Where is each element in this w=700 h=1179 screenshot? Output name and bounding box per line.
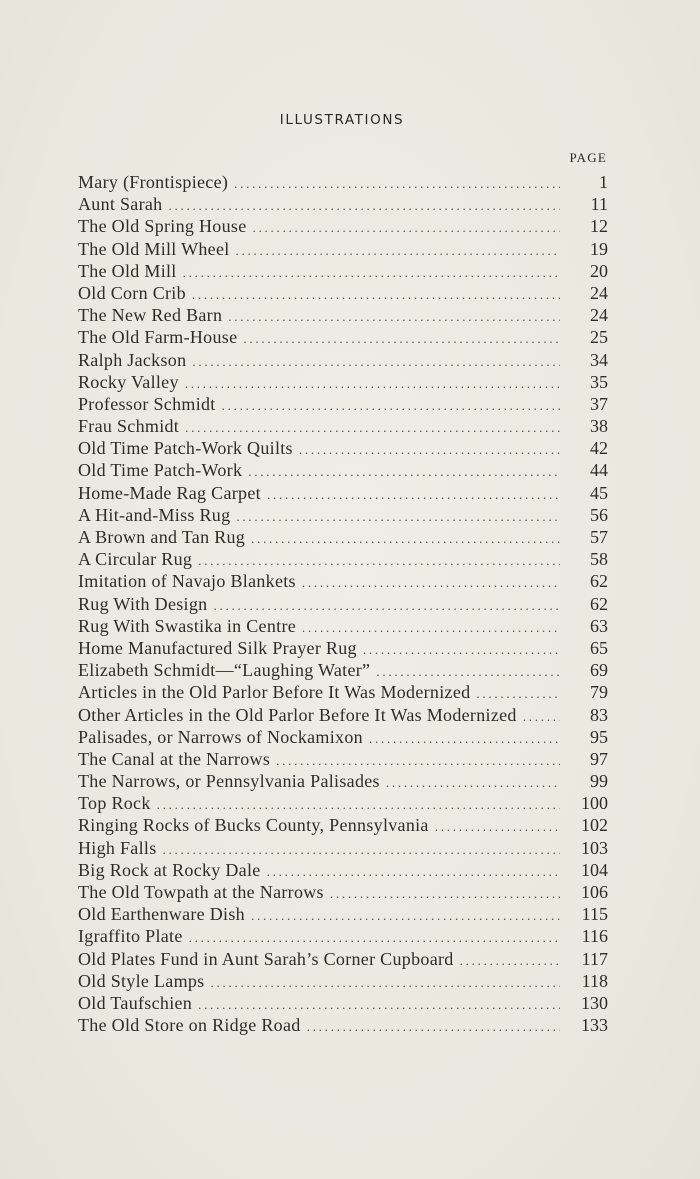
page-column-label: PAGE <box>569 150 607 165</box>
entry-title: Other Articles in the Old Parlor Before It Was Modernized <box>78 704 517 725</box>
illustration-entry <box>78 659 608 681</box>
entry-page-number: 62 <box>590 571 608 592</box>
dot-leader <box>192 284 560 304</box>
entry-page-number: 35 <box>590 371 608 392</box>
entry-title: Rug With Design <box>78 593 208 614</box>
entry-page-number: 102 <box>581 815 608 836</box>
illustration-entry <box>78 193 608 215</box>
entry-page-number: 65 <box>590 637 608 658</box>
entry-title: Old Plates Fund in Aunt Sarah’s Corner Cupboard <box>78 948 454 969</box>
dot-leader <box>476 683 560 703</box>
entry-page-number: 69 <box>590 660 608 681</box>
dot-leader <box>163 839 560 859</box>
dot-leader <box>248 461 560 481</box>
page-heading: ILLUSTRATIONS <box>279 112 405 128</box>
dot-leader <box>185 417 560 437</box>
illustration-entry <box>78 726 608 748</box>
dot-leader <box>236 506 560 526</box>
entry-page-number: 24 <box>590 305 608 326</box>
entry-title: Home-Made Rag Carpet <box>78 482 261 503</box>
dot-leader <box>302 572 560 592</box>
illustration-entry <box>78 881 608 903</box>
entry-page-number: 42 <box>590 438 608 459</box>
entry-title: A Brown and Tan Rug <box>78 527 246 547</box>
entry-title: Palisades, or Narrows of Nockamixon <box>78 726 363 747</box>
entry-title: Igraffito Plate <box>78 926 183 947</box>
illustration-entry <box>78 814 608 836</box>
illustration-entry <box>78 548 608 570</box>
entry-title: Professor Schmidt <box>78 393 216 414</box>
entry-page-number: 63 <box>590 615 608 636</box>
entry-page-number: 58 <box>590 549 608 570</box>
entry-title: Big Rock at Rocky Dale <box>78 859 261 880</box>
illustration-entry <box>78 637 608 659</box>
entry-page-number: 1 <box>599 172 608 192</box>
illustration-entry <box>78 260 608 282</box>
illustration-entry <box>78 837 608 859</box>
dot-leader <box>523 706 560 726</box>
entry-page-number: 34 <box>590 349 608 370</box>
entry-page-number: 11 <box>590 194 608 215</box>
illustration-entry <box>78 770 608 792</box>
illustration-entry <box>78 304 608 326</box>
entry-page-number: 45 <box>590 482 608 503</box>
entry-page-number: 130 <box>581 992 608 1013</box>
illustration-entry <box>78 349 608 371</box>
dot-leader <box>267 484 560 504</box>
entry-title: The New Red Barn <box>78 305 223 326</box>
illustrations-list <box>78 171 608 1036</box>
illustration-entry <box>78 171 608 193</box>
illustration-entry <box>78 970 608 992</box>
illustration-entry <box>78 948 608 970</box>
entry-title: Mary (Frontispiece) <box>78 172 229 192</box>
entry-title: High Falls <box>78 837 157 858</box>
entry-page-number: 99 <box>590 771 608 792</box>
entry-title: Top Rock <box>78 793 151 814</box>
illustration-entry <box>78 504 608 526</box>
entry-page-number: 95 <box>590 726 608 747</box>
entry-title: The Old Store on Ridge Road <box>78 1015 301 1036</box>
dot-leader <box>435 816 560 836</box>
dot-leader <box>276 750 560 770</box>
entry-title: Old Corn Crib <box>78 282 186 303</box>
dot-leader <box>251 905 560 925</box>
illustration-entry <box>78 526 608 548</box>
illustration-entry <box>78 282 608 304</box>
entry-title: Old Time Patch-Work <box>78 460 243 481</box>
entry-title: The Old Spring House <box>78 216 247 237</box>
entry-title: Rug With Swastika in Centre <box>78 615 297 636</box>
illustration-entry <box>78 925 608 947</box>
dot-leader <box>299 439 560 459</box>
entry-page-number: 116 <box>581 926 608 947</box>
entry-page-number: 104 <box>581 859 608 880</box>
dot-leader <box>236 240 560 260</box>
dot-leader <box>213 595 560 615</box>
entry-title: Imitation of Navajo Blankets <box>78 571 296 592</box>
illustration-entry <box>78 903 608 925</box>
entry-title: The Old Towpath at the Narrows <box>78 882 324 902</box>
entry-page-number: 25 <box>590 327 608 348</box>
entry-page-number: 12 <box>590 216 608 237</box>
entry-page-number: 106 <box>581 882 608 902</box>
dot-leader <box>222 395 560 415</box>
illustration-entry <box>78 393 608 415</box>
entry-page-number: 37 <box>590 393 608 414</box>
entry-page-number: 117 <box>581 948 608 969</box>
illustration-entry <box>78 593 608 615</box>
entry-title: Ringing Rocks of Bucks County, Pennsylvania <box>78 815 429 836</box>
entry-title: A Circular Rug <box>78 549 193 570</box>
entry-page-number: 38 <box>590 416 608 437</box>
illustration-entry <box>78 326 608 348</box>
entry-title: A Hit-and-Miss Rug <box>78 504 231 525</box>
illustration-entry <box>78 792 608 814</box>
entry-title: The Old Farm-House <box>78 327 238 348</box>
entry-title: Frau Schmidt <box>78 416 180 437</box>
entry-title: Old Earthenware Dish <box>78 904 245 925</box>
illustration-entry <box>78 615 608 637</box>
entry-page-number: 118 <box>581 970 608 991</box>
illustration-entry <box>78 437 608 459</box>
illustration-entry <box>78 681 608 703</box>
illustration-entry <box>78 1014 608 1036</box>
illustration-entry <box>78 371 608 393</box>
dot-leader <box>267 861 560 881</box>
entry-page-number: 103 <box>581 837 608 858</box>
dot-leader <box>185 373 560 393</box>
entry-title: Old Taufschien <box>78 992 193 1013</box>
entry-title: The Canal at the Narrows <box>78 748 271 769</box>
entry-page-number: 97 <box>590 748 608 769</box>
dot-leader <box>376 661 560 681</box>
dot-leader <box>302 617 560 637</box>
dot-leader <box>460 950 560 970</box>
illustration-entry <box>78 992 608 1014</box>
illustration-entry <box>78 238 608 260</box>
illustration-entry <box>78 215 608 237</box>
dot-leader <box>189 927 560 947</box>
entry-title: The Narrows, or Pennsylvania Palisades <box>78 771 380 792</box>
entry-page-number: 44 <box>590 460 608 481</box>
dot-leader <box>198 994 560 1014</box>
dot-leader <box>228 306 560 326</box>
entry-page-number: 100 <box>581 793 608 814</box>
entry-page-number: 20 <box>590 260 608 281</box>
dot-leader <box>192 351 560 371</box>
entry-page-number: 83 <box>590 704 608 725</box>
entry-page-number: 79 <box>590 682 608 703</box>
dot-leader <box>211 972 561 992</box>
entry-title: Old Style Lamps <box>78 970 205 991</box>
dot-leader <box>183 262 560 282</box>
entry-page-number: 56 <box>590 504 608 525</box>
entry-title: Elizabeth Schmidt—“Laughing Water” <box>78 660 371 681</box>
dot-leader <box>363 639 560 659</box>
dot-leader <box>330 883 560 903</box>
entry-title: The Old Mill Wheel <box>78 238 230 259</box>
entry-title: Ralph Jackson <box>78 349 187 370</box>
dot-leader <box>234 173 560 193</box>
entry-title: Home Manufactured Silk Prayer Rug <box>78 637 357 658</box>
dot-leader <box>157 794 560 814</box>
entry-title: Old Time Patch-Work Quilts <box>78 438 293 459</box>
dot-leader <box>386 772 560 792</box>
illustration-entry <box>78 415 608 437</box>
illustration-entry <box>78 459 608 481</box>
entry-page-number: 19 <box>590 238 608 259</box>
dot-leader <box>198 550 560 570</box>
illustration-entry <box>78 482 608 504</box>
dot-leader <box>369 728 560 748</box>
entry-title: Rocky Valley <box>78 371 179 392</box>
dot-leader <box>168 195 560 215</box>
entry-page-number: 57 <box>590 527 608 547</box>
entry-title: The Old Mill <box>78 260 177 281</box>
illustration-entry <box>78 859 608 881</box>
entry-page-number: 24 <box>590 282 608 303</box>
entry-page-number: 62 <box>590 593 608 614</box>
illustration-entry <box>78 570 608 592</box>
entry-page-number: 115 <box>581 904 608 925</box>
entry-title: Aunt Sarah <box>78 194 163 215</box>
entry-page-number: 133 <box>581 1015 608 1036</box>
dot-leader <box>307 1016 560 1036</box>
entry-title: Articles in the Old Parlor Before It Was Modernized <box>78 682 471 703</box>
dot-leader <box>252 217 560 237</box>
dot-leader <box>251 528 560 548</box>
illustration-entry <box>78 704 608 726</box>
dot-leader <box>243 328 560 348</box>
illustration-entry <box>78 748 608 770</box>
